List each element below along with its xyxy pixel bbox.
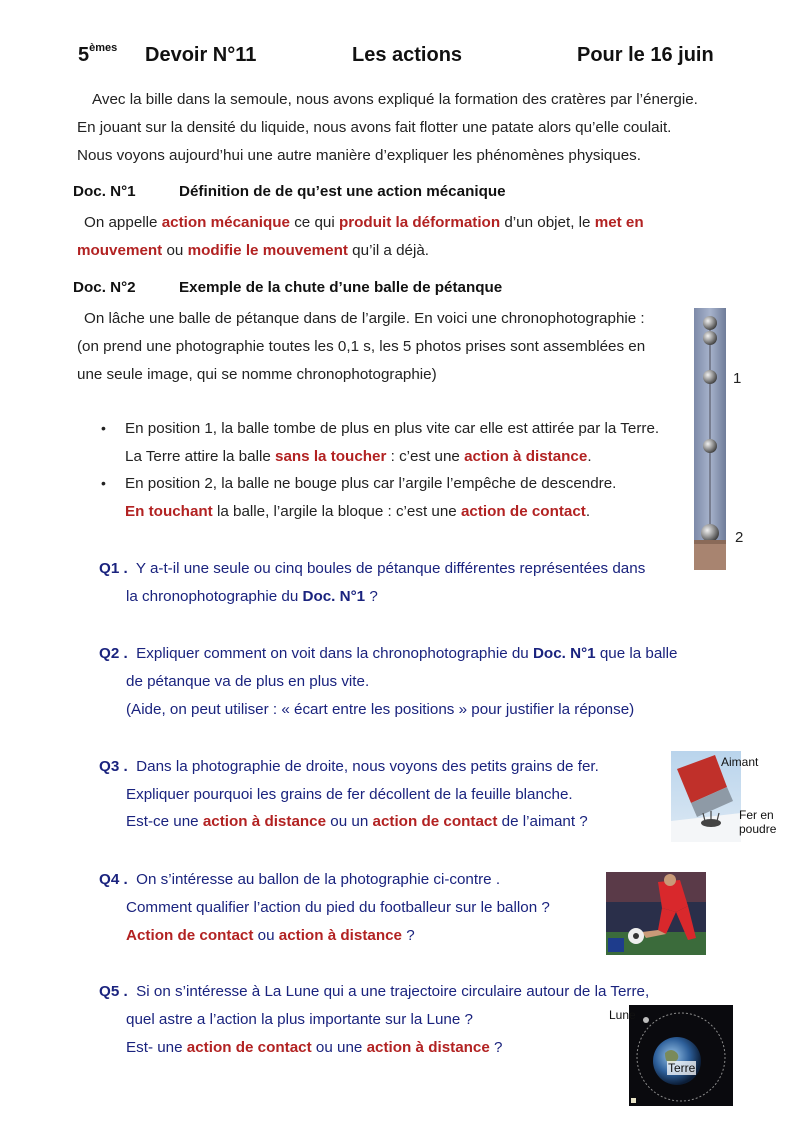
doc1-line-2: mouvement ou modifie le mouvement qu’il a déjà. [77,242,430,259]
iron-label-1: Fer en [739,808,774,822]
iron-label-2: poudre [739,822,777,836]
doc2-label: Doc. N°2 [73,279,136,296]
q2-label: Q2 . [99,645,128,662]
doc2-line-2: (on prend une photographie toutes les 0,1 s, les 5 photos prises sont assemblées en [77,338,646,355]
doc2-bullet-2b: En touchant la balle, l’argile la bloque : c’est une action de contact. [125,503,591,520]
q2-line-2: de pétanque va de plus en plus vite. [126,673,370,690]
intro-line-3: Nous voyons aujourd’hui une autre manière d’expliquer les phénomènes physiques. [77,147,641,164]
q1-line-1: Q1 . Y a-t-il une seule ou cinq boules de pétanque différentes représentées dans [99,560,646,577]
q5-line-3: Est- une action de contact ou une action à distance ? [126,1039,503,1056]
q3-line-2: Expliquer pourquoi les grains de fer décollent de la feuille blanche. [126,786,573,803]
doc2-line-1: On lâche une balle de pétanque dans de l’argile. En voici une chronophotographie : [84,310,645,327]
position-2-label: 2 [735,529,744,546]
q4-label: Q4 . [99,871,128,888]
grade-label: 5èmes [78,42,118,66]
bullet-1: • [101,420,106,436]
q1-label: Q1 . [99,560,128,577]
q2-line-3: (Aide, on peut utiliser : « écart entre les positions » pour justifier la réponse) [126,701,635,718]
doc2-bullet-2: En position 2, la balle ne bouge plus car l’argile l’empêche de descendre. [125,475,617,492]
subject-title: Les actions [352,44,463,66]
intro-line-1: Avec la bille dans la semoule, nous avons expliqué la formation des cratères par l’énergie. [92,91,698,108]
q4-line-2: Comment qualifier l’action du pied du footballeur sur le ballon ? [126,899,550,916]
doc1-line-1: On appelle action mécanique ce qui produit la déformation d’un objet, le met en [84,214,644,231]
magnet-label: Aimant [721,755,759,769]
q4-line-1: Q4 . On s’intéresse au ballon de la photographie ci-contre . [99,871,501,888]
position-1-label: 1 [733,370,742,387]
q5-line-1: Q5 . Si on s’intéresse à La Lune qui a une trajectoire circulaire autour de la Terre, [99,983,650,1000]
football-image [606,872,706,955]
chronophotography-image [694,308,726,570]
intro-line-2: En jouant sur la densité du liquide, nous avons fait flotter une patate alors qu’elle coulait. [77,119,672,136]
q3-line-3: Est-ce une action à distance ou un action de contact de l’aimant ? [126,813,588,830]
doc1-title: Définition de de qu’est une action mécanique [179,183,506,200]
q5-label: Q5 . [99,983,128,1000]
doc2-line-3: une seule image, qui se nomme chronophotographie) [77,366,437,383]
doc1-label: Doc. N°1 [73,183,136,200]
lune-label: Lune [609,1008,636,1022]
q1-line-2: la chronophotographie du Doc. N°1 ? [126,588,378,605]
doc2-bullet-1b: La Terre attire la balle sans la toucher : c’est une action à distance. [125,448,592,465]
doc2-title: Exemple de la chute d’une balle de pétanque [179,279,503,296]
q3-line-1: Q3 . Dans la photographie de droite, nous voyons des petits grains de fer. [99,758,599,775]
q3-label: Q3 . [99,758,128,775]
due-date: Pour le 16 juin [577,44,714,66]
q2-line-1: Q2 . Expliquer comment on voit dans la chronophotographie du Doc. N°1 que la balle [99,645,678,662]
q5-line-2: quel astre a l’action la plus importante sur la Lune ? [126,1011,473,1028]
devoir-title: Devoir N°11 [145,44,257,66]
bullet-2: • [101,475,106,491]
doc2-bullet-1: En position 1, la balle tombe de plus en plus vite car elle est attirée par la Terre. [125,420,660,437]
earth-moon-image [629,1005,733,1106]
terre-label: Terre [668,1061,696,1075]
q4-line-3: Action de contact ou action à distance ? [126,927,415,944]
